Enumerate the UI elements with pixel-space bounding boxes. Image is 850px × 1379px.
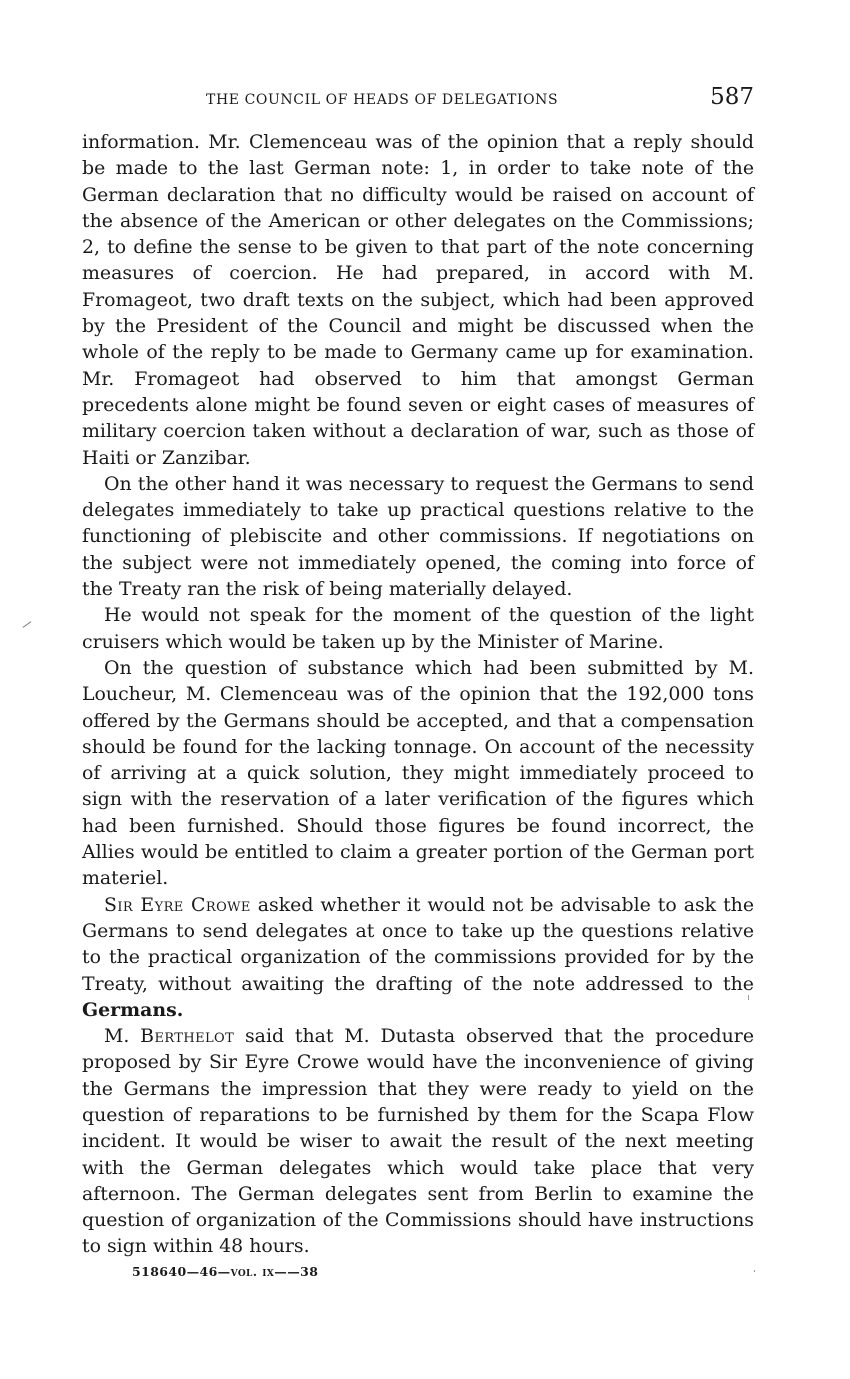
print-code-start: 518640—46— bbox=[132, 1263, 231, 1279]
margin-mark bbox=[23, 621, 32, 628]
running-head bbox=[82, 84, 754, 118]
paragraph-3: He would not speak for the moment of the question of the light cruisers which would be taken up by the Minister of Marine. bbox=[82, 604, 754, 653]
paragraph-5 bbox=[82, 892, 754, 1023]
margin-dot bbox=[748, 995, 749, 1000]
running-title: THE COUNCIL OF HEADS OF DELEGATIONS bbox=[206, 92, 559, 108]
paragraph-5-emphasis: Germans. bbox=[82, 998, 184, 1021]
speaker-prefix: M. bbox=[104, 1025, 141, 1048]
speaker-name: Sir Eyre Crowe bbox=[104, 893, 251, 916]
margin-dot bbox=[754, 1270, 755, 1272]
paragraph-4: On the question of substance which had been submitted by M. Loucheur, M. Clemenceau was of the opinion that the 192,000 tons offered by the Germans should be accepted, and that a compensation should be found for the lacking tonnage. On account of the necessity of arriving at a quick solution, they might immediately proceed to sign with the reservation of a later verification of the figures which had been furnished. Should those figures be found incorrect, the Allies would be entitled to claim a greater portion of the German port materiel. bbox=[82, 656, 754, 890]
speaker-name: Berthelot bbox=[140, 1025, 235, 1048]
paragraph-2: On the other hand it was necessary to request the Germans to send delegates immediately to take up practical questions relative to the functioning of plebiscite and other commissions. If negotiations on the subject were not immediately opened, the coming into force of the Treaty ran the risk of being materially delayed. bbox=[82, 472, 754, 601]
paragraph-6-text: said that M. Dutasta observed that the procedure proposed by Sir Eyre Crowe would have the inconvenience of giving the Germans the impression that they were ready to yield on the question of reparations to be furnished by them for the Scapa Flow incident. It would be wiser to await the result of the next meeting with the German delegates which would take place that very afternoon. The German delegates sent from Berlin to examine the question of organization of the Commissions should have instructions to sign within 48 hours. bbox=[82, 1025, 755, 1258]
print-code-vol: vol. ix bbox=[230, 1263, 275, 1279]
document-page bbox=[82, 84, 754, 1279]
page-number: 587 bbox=[710, 84, 754, 110]
print-code bbox=[132, 1264, 754, 1279]
body-text bbox=[82, 129, 754, 1260]
print-code-end: ——38 bbox=[274, 1263, 319, 1279]
paragraph-6 bbox=[82, 1023, 754, 1260]
paragraph-1: information. Mr. Clemenceau was of the opinion that a reply should be made to the last German note: 1, in order to take note of the German declaration that no difficulty would be raised on account of the absence of the American or other delegates on the Commissions; 2, to define the sense to be given to that part of the note concerning measures of coercion. He had prepared, in accord with M. Fromageot, two draft texts on the subject, which had been approved by the President of the Council and might be discussed when the whole of the reply to be made to Germany came up for examination. Mr. Fromageot had observed to him that amongst German precedents alone might be found seven or eight cases of measures of military coercion taken without a declaration of war, such as those of Haiti or Zanzibar. bbox=[82, 131, 754, 469]
paragraph-5-text: asked whether it would not be advisable to ask the Germans to send delegates at once to take up the questions relative to the practical organization of the commissions provided for by the Treaty, without awaiting the drafting of the note addressed to the bbox=[82, 893, 755, 995]
